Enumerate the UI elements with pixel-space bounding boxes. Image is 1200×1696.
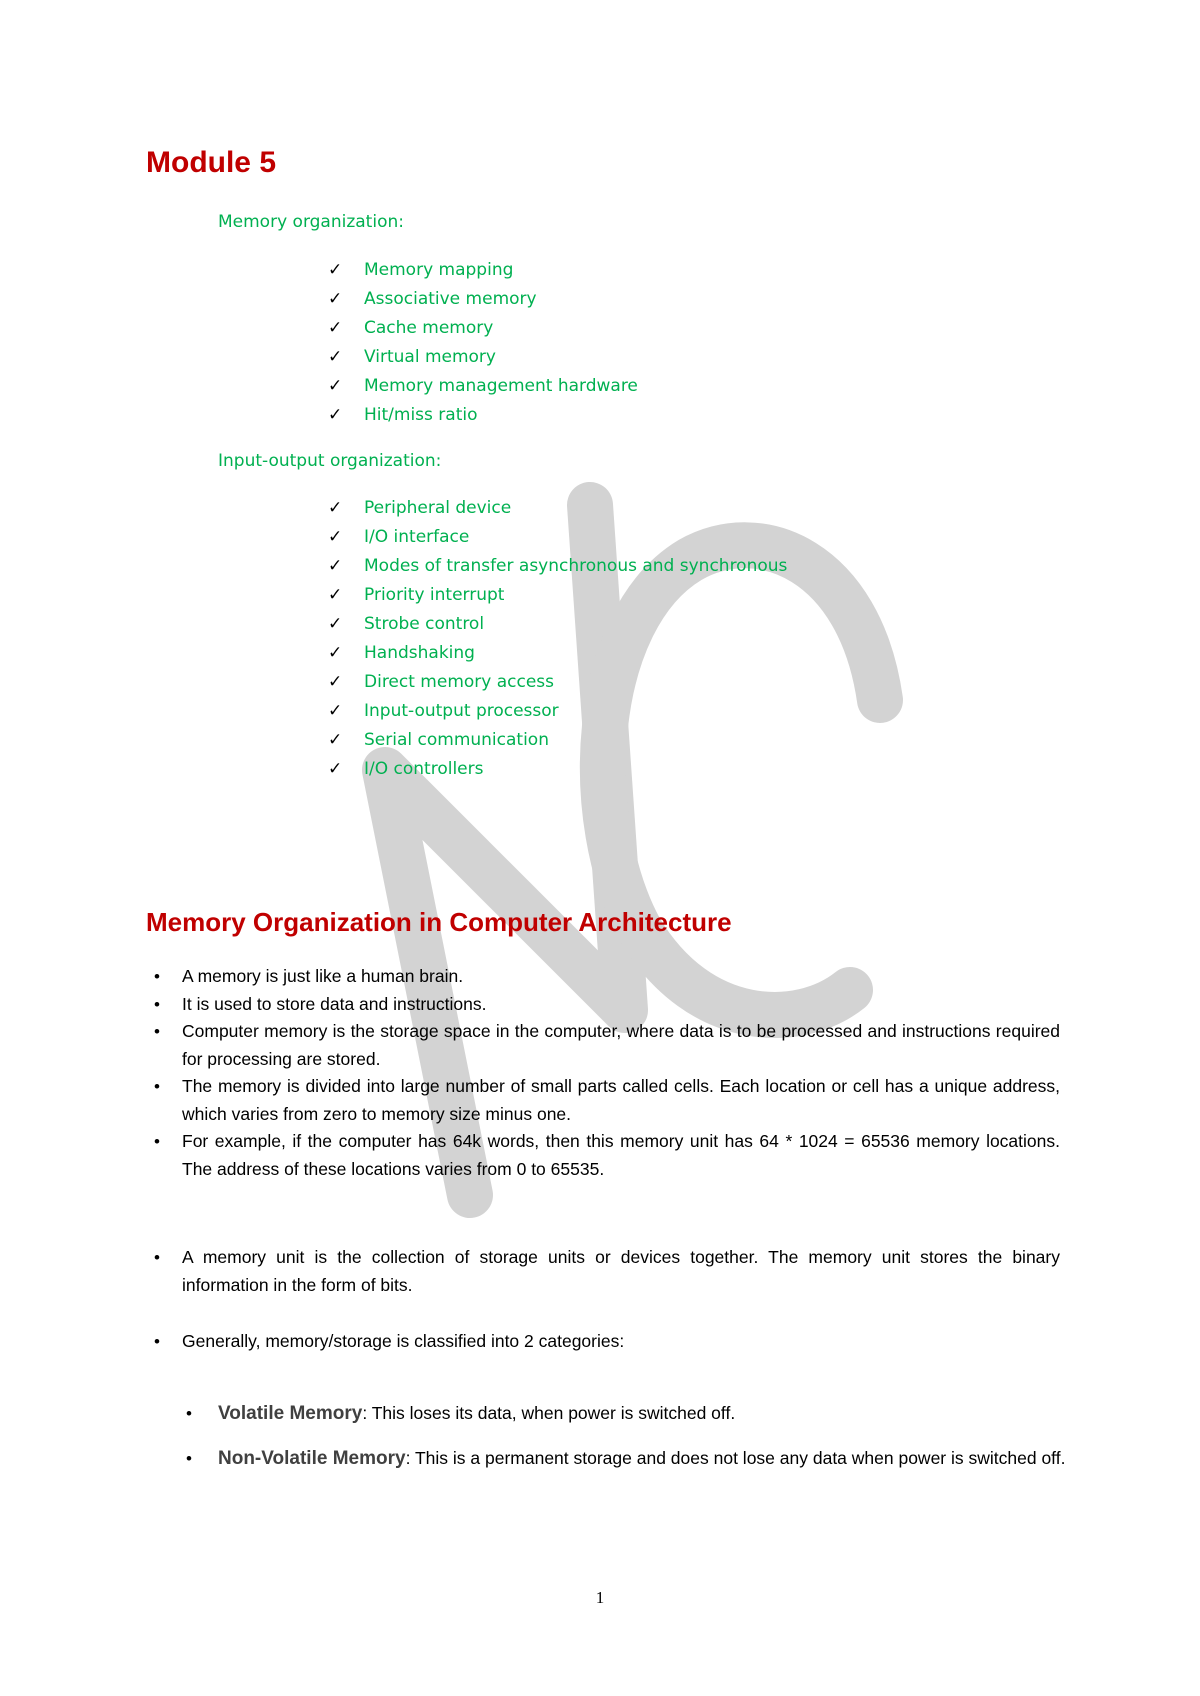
category-description: : This loses its data, when power is switched off.: [362, 1403, 736, 1423]
bullet-icon: •: [154, 1077, 160, 1096]
checkmark-icon: ✓: [328, 289, 343, 309]
list-item: ✓ Virtual memory: [328, 343, 638, 372]
list-item: • It is used to store data and instructions.: [146, 991, 1060, 1019]
section-heading: Memory Organization in Computer Architecture: [146, 907, 732, 937]
list-item: • For example, if the computer has 64k words, then this memory unit has 64 * 1024 = 65536 memory locations. The address of these locations varies from 0 to 65535.: [146, 1128, 1060, 1183]
list-item: • A memory unit is the collection of storage units or devices together. The memory unit stores the binary information in the form of bits.: [146, 1244, 1060, 1299]
memory-section-label: Memory organization:: [218, 212, 404, 232]
checkmark-icon: ✓: [328, 405, 343, 425]
list-item: • Generally, memory/storage is classified into 2 categories:: [146, 1328, 1060, 1356]
list-item: ✓ Priority interrupt: [328, 581, 787, 610]
list-item: • The memory is divided into large number of small parts called cells. Each location or cell has a unique address, which varies from zero to memory size minus one.: [146, 1073, 1060, 1128]
checkmark-icon: ✓: [328, 585, 343, 605]
list-item: ✓ I/O controllers: [328, 755, 787, 784]
list-item: [182, 1391, 1082, 1436]
list-item: • A memory is just like a human brain.: [146, 963, 1060, 991]
page-number: 1: [595, 1588, 605, 1607]
list-item: ✓ Strobe control: [328, 610, 787, 639]
bullet-icon: •: [154, 1022, 160, 1041]
bullet-icon: •: [186, 1449, 192, 1468]
list-item: ✓ Memory mapping: [328, 256, 638, 285]
checkmark-icon: ✓: [328, 672, 343, 692]
list-item: ✓ Serial communication: [328, 726, 787, 755]
checkmark-icon: ✓: [328, 260, 343, 280]
checkmark-icon: ✓: [328, 556, 343, 576]
checkmark-icon: ✓: [328, 643, 343, 663]
category-term: Non-Volatile Memory: [218, 1448, 406, 1469]
memory-facts-list: [146, 963, 1060, 1183]
list-item: ✓ I/O interface: [328, 523, 787, 552]
list-item: ✓ Memory management hardware: [328, 372, 638, 401]
list-item: ✓ Cache memory: [328, 314, 638, 343]
memory-topics-list: [328, 256, 638, 430]
bullet-icon: •: [154, 994, 160, 1014]
memory-categories-list: [182, 1391, 1082, 1481]
category-term: Volatile Memory: [218, 1403, 363, 1424]
checkmark-icon: ✓: [328, 498, 343, 518]
list-item: ✓ Handshaking: [328, 639, 787, 668]
checkmark-icon: ✓: [328, 527, 343, 547]
list-item: [182, 1436, 1082, 1481]
io-topics-list: [328, 494, 787, 784]
bullet-icon: •: [154, 1332, 160, 1351]
bullet-icon: •: [154, 1132, 160, 1151]
list-item: ✓ Associative memory: [328, 285, 638, 314]
classification-list: [146, 1328, 1060, 1356]
list-item: ✓ Hit/miss ratio: [328, 401, 638, 430]
module-title: Module 5: [146, 146, 277, 179]
list-item: • Computer memory is the storage space in the computer, where data is to be processed and instructions required for processing are stored.: [146, 1018, 1060, 1073]
bullet-icon: •: [154, 967, 160, 986]
memory-unit-list: [146, 1244, 1060, 1299]
bullet-icon: •: [154, 1248, 160, 1267]
checkmark-icon: ✓: [328, 730, 343, 750]
list-item: ✓ Modes of transfer asynchronous and synchronous: [328, 552, 787, 581]
checkmark-icon: ✓: [328, 376, 343, 396]
io-section-label: Input-output organization:: [218, 451, 442, 471]
bullet-icon: •: [186, 1404, 192, 1423]
list-item: ✓ Peripheral device: [328, 494, 787, 523]
checkmark-icon: ✓: [328, 701, 343, 721]
checkmark-icon: ✓: [328, 318, 343, 338]
list-item: ✓ Input-output processor: [328, 697, 787, 726]
checkmark-icon: ✓: [328, 347, 343, 367]
list-item: ✓ Direct memory access: [328, 668, 787, 697]
checkmark-icon: ✓: [328, 759, 343, 779]
checkmark-icon: ✓: [328, 614, 343, 634]
category-description: : This is a permanent storage and does not lose any data when power is switched off.: [405, 1448, 1066, 1468]
